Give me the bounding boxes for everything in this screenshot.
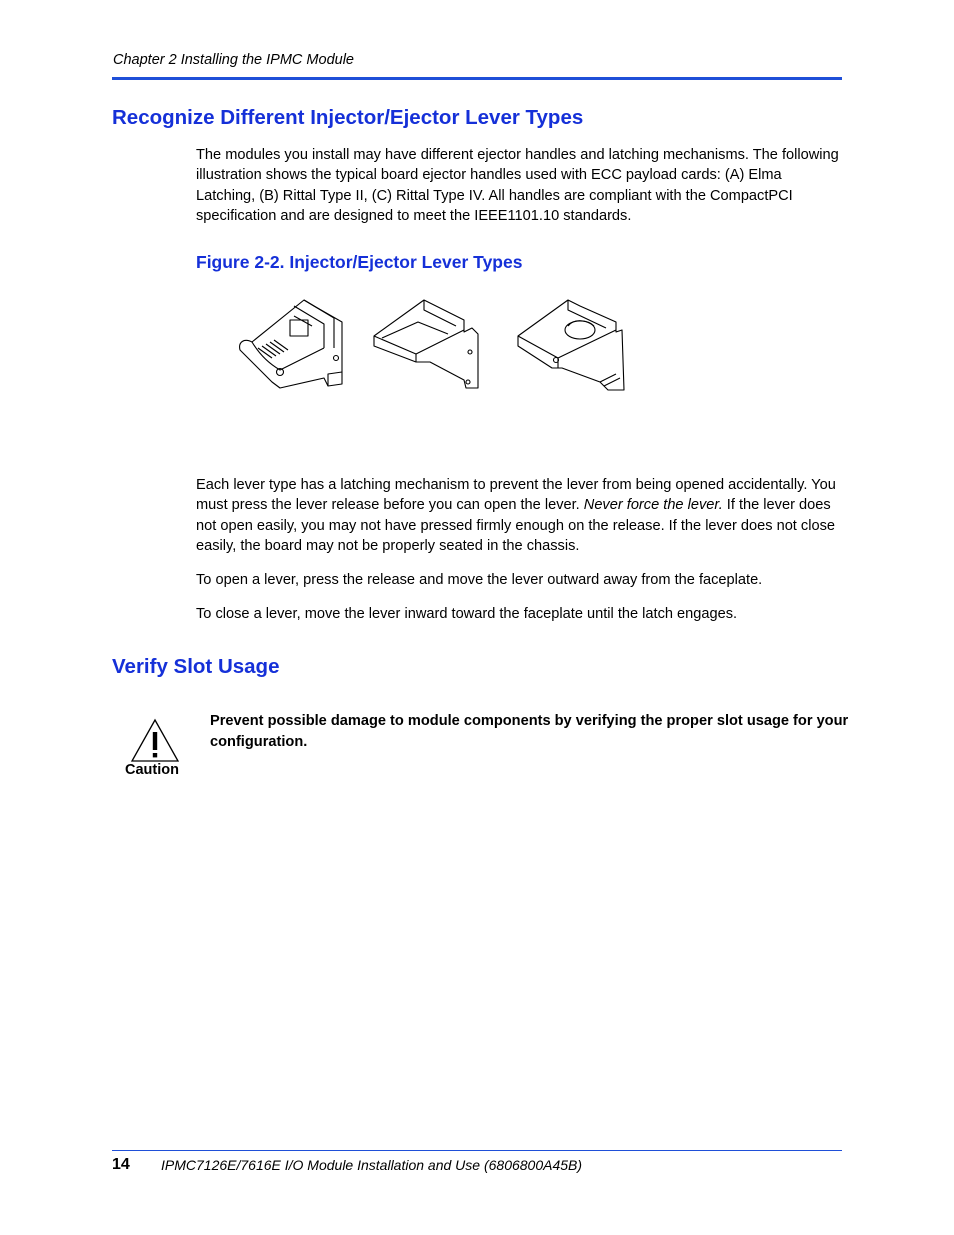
chapter-header: Chapter 2 Installing the IPMC Module [113, 52, 354, 68]
open-lever-paragraph: To open a lever, press the release and move the lever outward away from the faceplate. [196, 572, 763, 588]
latching-paragraph: Each lever type has a latching mechanism to prevent the lever from being opened accidentally. You must press the lever release before you can open the lever. Never force the lever. If the lever does not open easily, you may not have pressed firmly enough on the release. If the lever does not close easily, the board may not be properly seated in the chassis. [196, 477, 836, 555]
caution-icon [130, 718, 180, 764]
footer-rule [112, 1150, 842, 1151]
lever-b-rittal-ii-icon [374, 300, 478, 388]
never-force-warning: Never force the lever. [583, 497, 723, 514]
caution-text: Prevent possible damage to module components by verifying the proper slot usage for your configuration. [210, 713, 849, 750]
footer-document-title: IPMC7126E/7616E I/O Module Installation and Use (6806800A45B) [161, 1157, 583, 1173]
page-number: 14 [112, 1156, 130, 1173]
lever-types-illustration [232, 292, 632, 398]
header-rule [112, 77, 842, 80]
figure-title: Figure 2-2. Injector/Ejector Lever Types [196, 252, 523, 272]
section-heading-verify-slot: Verify Slot Usage [112, 655, 280, 678]
section-heading-lever-types: Recognize Different Injector/Ejector Lever Types [112, 106, 584, 129]
caution-label: Caution [125, 762, 179, 778]
intro-paragraph: The modules you install may have different ejector handles and latching mechanisms. The following illustration shows the typical board ejector handles used with ECC payload cards: (A) Elma Latching, (B) Rittal Type II, (C) Rittal Type IV. All handles are compliant with the CompactPCI specification and are designed to meet the IEEE1101.10 standards. [196, 147, 839, 225]
close-lever-paragraph: To close a lever, move the lever inward toward the faceplate until the latch engages. [196, 606, 738, 622]
lever-c-rittal-iv-icon [518, 300, 624, 390]
lever-a-elma-icon [240, 300, 342, 388]
